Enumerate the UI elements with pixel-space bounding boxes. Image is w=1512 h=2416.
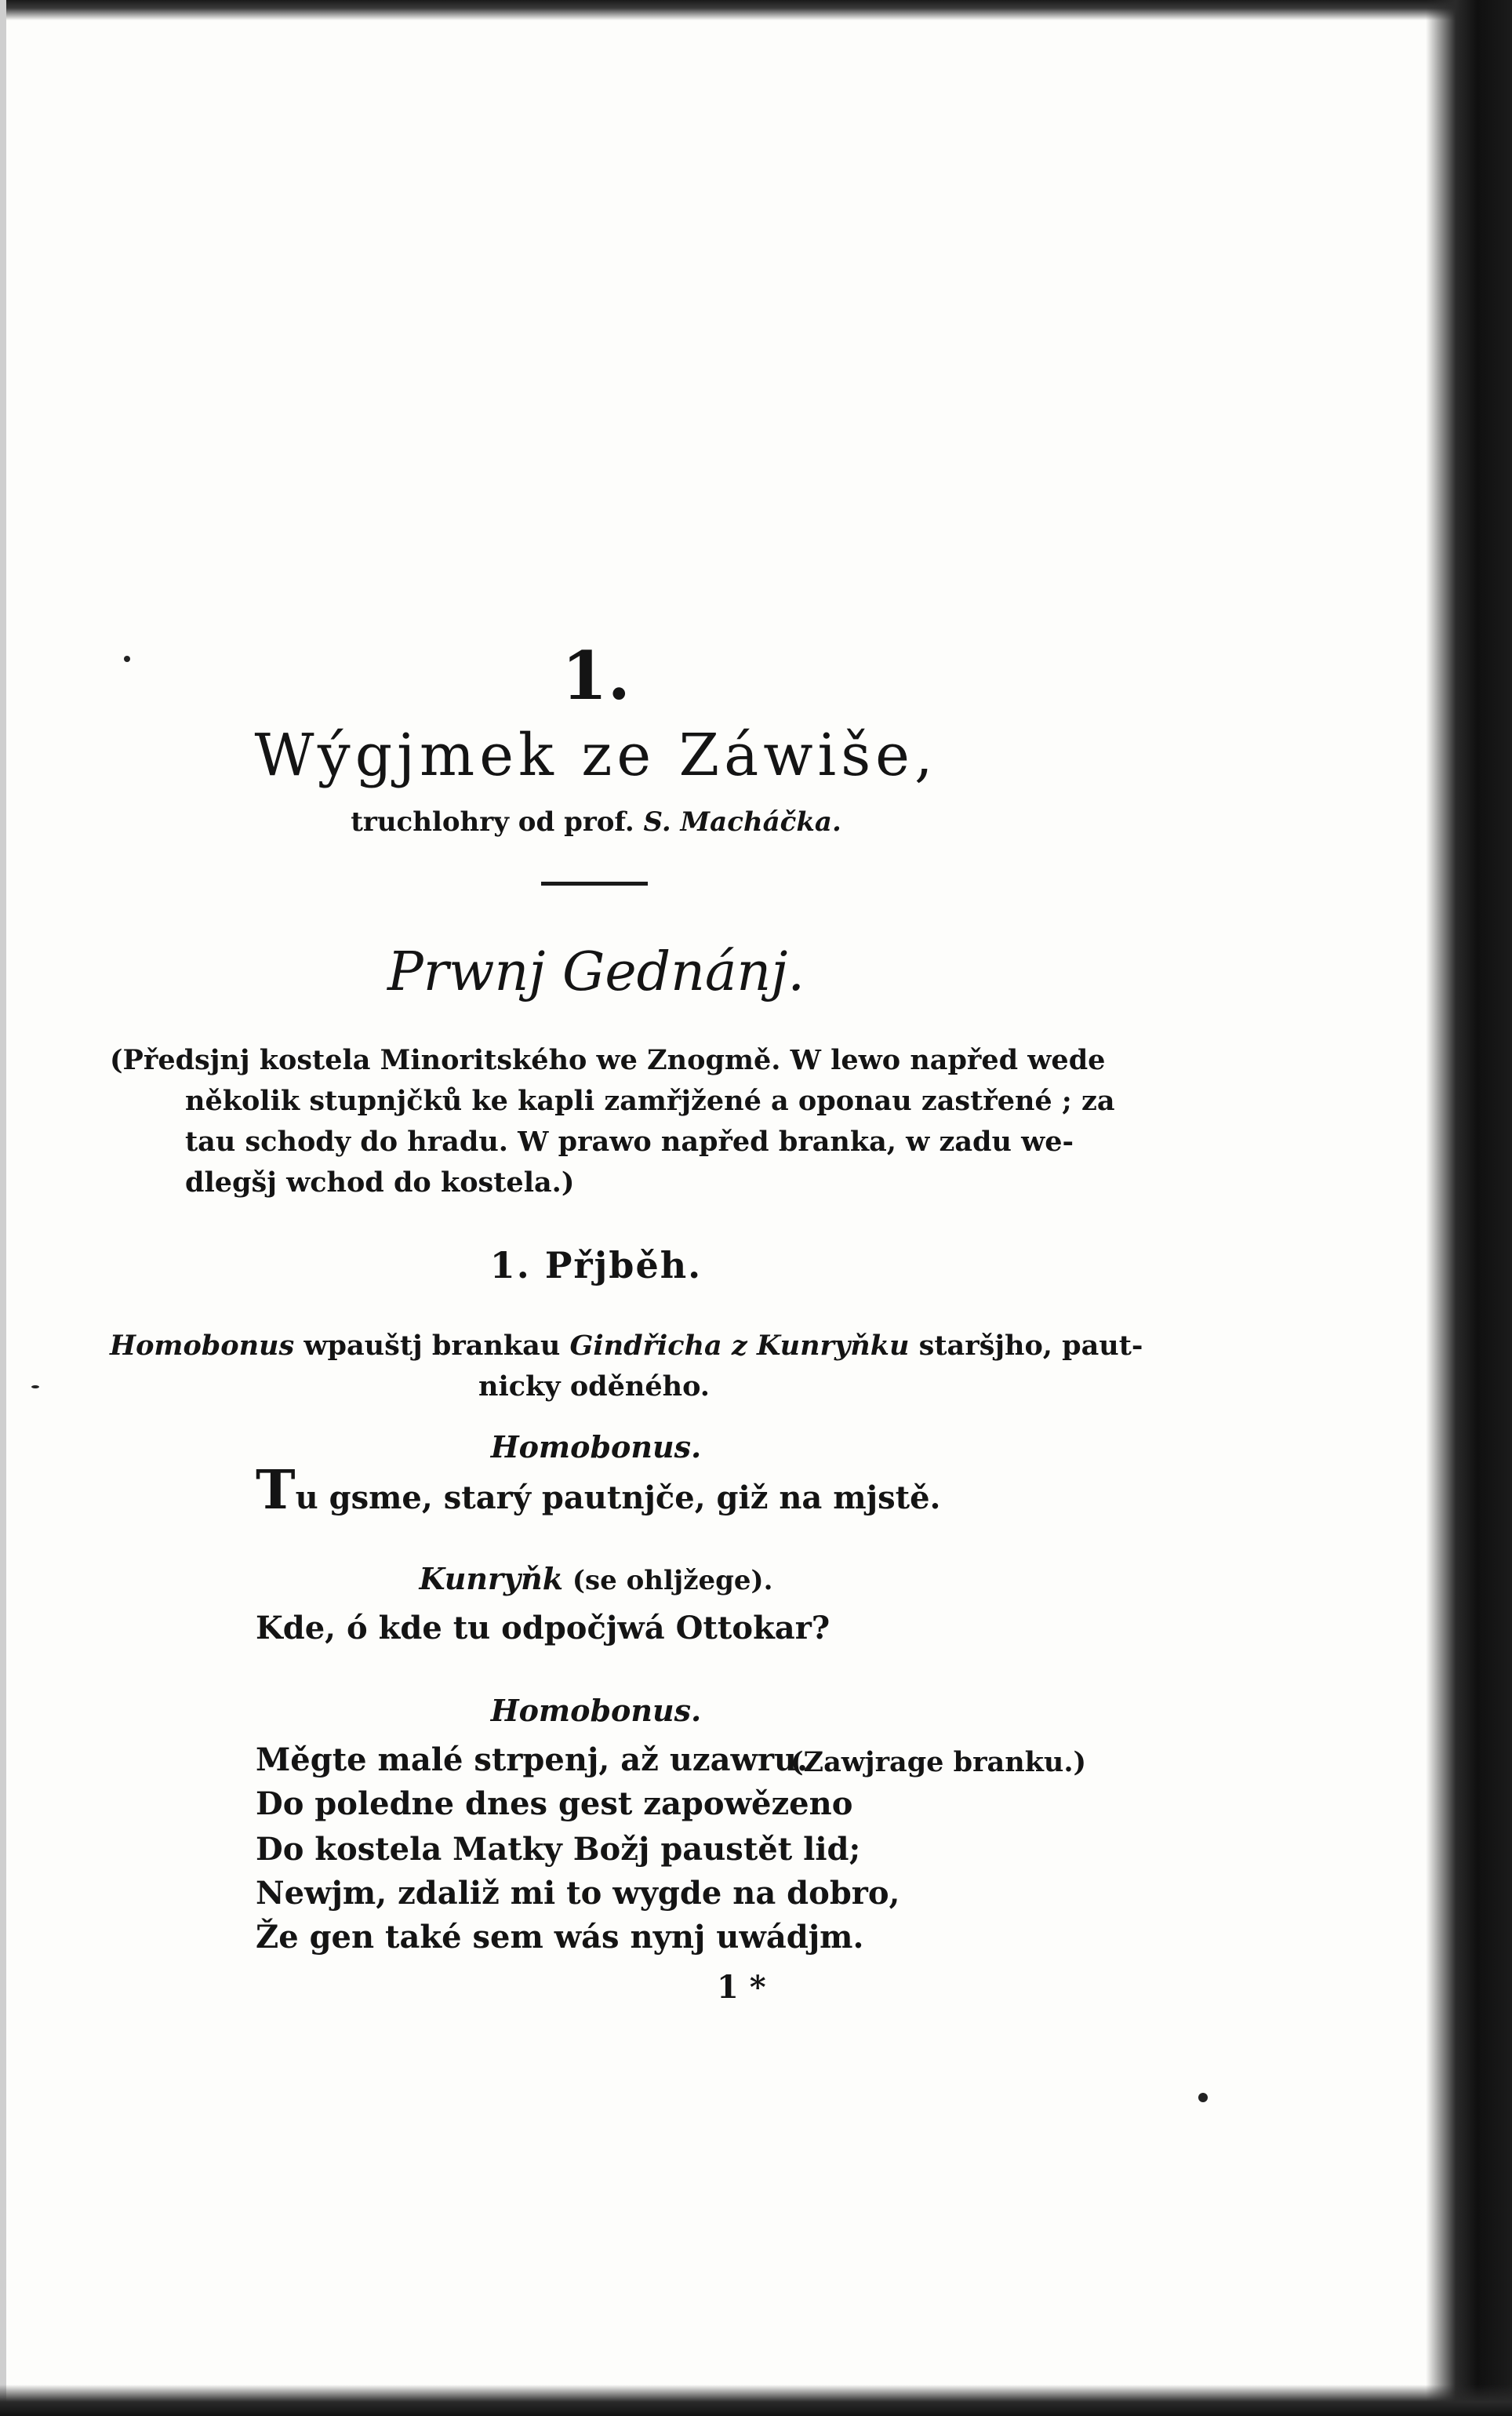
stage-direction [110, 1040, 1115, 1203]
scan-speck [31, 1385, 39, 1388]
signature-mark: 1 * [717, 1969, 766, 2006]
page-edge-left [0, 0, 6, 2416]
verse-text: u gsme, starý pautnjče, giž na mjstě. [295, 1479, 941, 1516]
scene-direction [110, 1326, 1143, 1407]
scene-heading: 1. Přjběh. [489, 1244, 703, 1286]
speaker-name-text: Kunryňk [419, 1561, 564, 1596]
speaker-name [0, 1561, 1192, 1596]
scene-direction-line: nicky oděného. [478, 1370, 710, 1403]
verse-line: Do poledne dnes gest zapowězeno [256, 1785, 853, 1822]
verse-line: Do kostela Matky Božj paustět lid; [256, 1831, 861, 1868]
page-edge-top [0, 0, 1512, 20]
page-edge-bottom [0, 2385, 1512, 2416]
act-heading: Prwnj Gednánj. [387, 941, 805, 1003]
verse-line: Kde, ó kde tu odpočjwá Ottokar? [256, 1610, 831, 1646]
character-name: Homobonus [110, 1330, 295, 1362]
verse-stage-direction: (Zawjrage branku.) [791, 1746, 1087, 1778]
verse-line: Měgte malé strpenj, až uzawru. [256, 1741, 809, 1778]
stage-direction-line: dlegšj wchod do kostela.) [185, 1166, 575, 1199]
stage-direction-line: tau schody do hradu. W prawo napřed branka, w zadu we- [185, 1126, 1074, 1158]
scene-direction-line [110, 1326, 1143, 1366]
speaker-direction: (se ohljžege). [563, 1565, 773, 1596]
verse-line: Newjm, zdaliž mi to wygde na dobro, [256, 1875, 900, 1912]
stage-direction-line: (Předsjnj kostela Minoritského we Znogmě. W lewo napřed wede [110, 1044, 1106, 1076]
speaker-name: Homobonus. [490, 1693, 702, 1728]
scene-direction-text: staršjho, paut- [909, 1330, 1143, 1362]
play-title: Wýgjmek ze Záwiše, [254, 722, 938, 789]
scan-speck [1198, 2093, 1208, 2102]
character-name: Gindřicha z Kunryňku [569, 1330, 910, 1362]
act-number: 1. [562, 637, 631, 715]
play-subtitle [0, 806, 1192, 838]
title-divider [541, 882, 648, 886]
stage-direction-line: několik stupnjčků ke kapli zamřjžené a oponau zastřené ; za [185, 1085, 1115, 1117]
drop-cap: T [256, 1459, 296, 1522]
subtitle-prefix: truchlohry od prof. [351, 806, 634, 838]
scene-direction-text: wpauštj brankau [294, 1330, 570, 1362]
speaker-name: Homobonus. [490, 1429, 702, 1465]
verse-line [256, 1459, 941, 1522]
subtitle-author: S. Macháčka. [643, 806, 841, 838]
verse-line: Že gen také sem wás nynj uwádjm. [256, 1919, 864, 1956]
page-edge-right [1426, 0, 1512, 2416]
